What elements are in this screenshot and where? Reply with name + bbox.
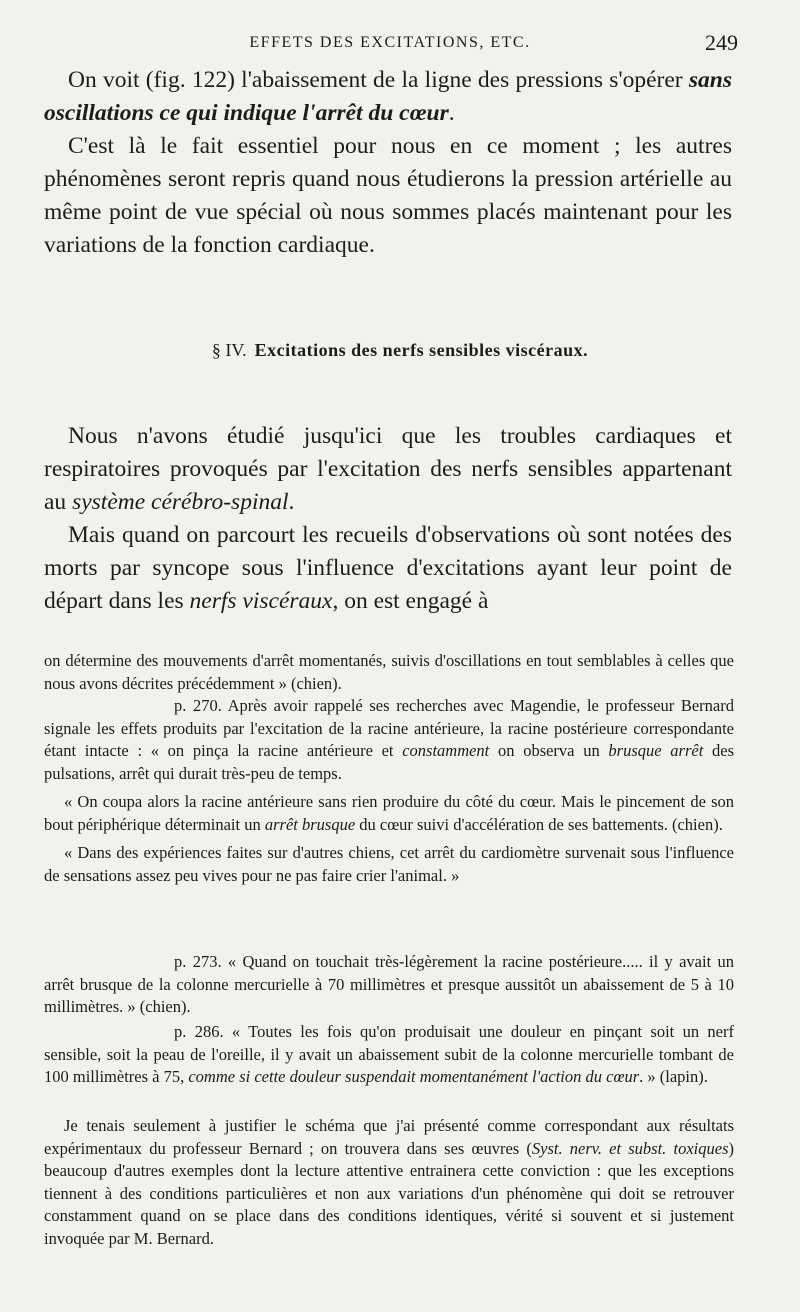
footnote-quote-1: [44, 791, 734, 836]
paragraph-1: [44, 64, 732, 130]
paragraph-4-end: , on est engagé à: [332, 588, 489, 614]
paragraph-3-emphasis: système cérébro-spinal: [72, 489, 289, 515]
paragraph-1-text: On voit (fig. 122) l'abaissement de la ligne des pressions s'opérer: [68, 67, 689, 93]
paragraph-3-end: .: [288, 489, 295, 515]
footnote-p286: [44, 1021, 734, 1089]
running-head: EFFETS DES EXCITATIONS, ETC.: [249, 34, 531, 51]
footnotes-block-4: [44, 1115, 734, 1250]
footnote-p270-text: p. 270. Après avoir rappelé ses recherches avec Magendie, le professeur Bernard signale les effets produits par l'excitation de la racine antérieure, la racine postérieure correspondante étant intacte : « on pinça la racine antérieure et: [44, 696, 734, 760]
section-number: § IV.: [211, 340, 247, 360]
footnote-p286-em: comme si cette douleur suspendait momentanément l'action du cœur: [188, 1067, 640, 1086]
footnote-p286-text: p. 286. « Toutes les fois qu'on produisait une douleur en pinçant soit un nerf sensible, soit la peau de l'oreille, il y avait un abaissement subit de la colonne mercurielle tombant de 100 millimètres à 75,: [44, 1022, 734, 1086]
footnote-quote-2: « Dans des expériences faites sur d'autres chiens, cet arrêt du cardiomètre survenait sous l'influence de sensations assez peu vives pour ne pas faire crier l'animal. »: [44, 843, 734, 885]
footnotes-block-3: [44, 1021, 734, 1089]
footnotes-block-2: [44, 951, 734, 1019]
paragraph-2: C'est là le fait essentiel pour nous en ce moment ; les autres phénomènes seront repris quand nous étudierons la pression artérielle au même point de vue spécial où nous sommes placés maintenant pour les variations de la fonction cardiaque.: [44, 133, 732, 258]
footnote-p270-text3: des pulsations, arrêt qui durait très-peu de temps.: [44, 741, 734, 783]
footnote-continuation: on détermine des mouvements d'arrêt momentanés, suivis d'oscillations en tout semblables à celles que nous avons décrites précédemment » (chien).: [44, 651, 734, 693]
footnote-conclusion: [44, 1115, 734, 1250]
paragraph-4-emphasis: nerfs viscéraux: [189, 588, 333, 614]
footnote-conclusion-em: Syst. nerv. et subst. toxiques: [531, 1138, 729, 1158]
main-text-top: [44, 64, 732, 262]
footnote-p286-end: . » (lapin).: [639, 1067, 708, 1086]
page-number: 249: [705, 30, 738, 55]
footnote-quote-1-em: arrêt brusque: [264, 814, 356, 834]
paragraph-4: [44, 519, 732, 618]
page-header: [40, 30, 740, 60]
footnotes-block-1: [44, 650, 734, 887]
paragraph-3-text: Nous n'avons étudié jusqu'ici que les troubles cardiaques et respiratoires provoqués par l'excitation des nerfs sensibles appartenant au: [44, 423, 732, 515]
main-text-bottom: [44, 420, 732, 618]
footnote-p270: [44, 695, 734, 785]
footnote-quote-1-text: « On coupa alors la racine antérieure sans rien produire du côté du cœur. Mais le pincement de son bout périphérique déterminait un: [44, 792, 734, 834]
footnote-conclusion-text: Je tenais seulement à justifier le schéma que j'ai présenté comme correspondant aux résultats expérimentaux du professeur Bernard ; on trouvera dans ses œuvres (: [44, 1116, 734, 1158]
footnote-conclusion-end: ) beaucoup d'autres exemples dont la lecture attentive entrainera cette conviction : que les exceptions tiennent à des conditions particulières et non aux variations d'un phénomène qui doit se retrouver constamment quand on se place dans des conditions identiques, vérité si souvent et si justement invoquée par M. Bernard.: [44, 1138, 734, 1248]
section-heading: [0, 340, 800, 361]
footnote-p270-em2: brusque arrêt: [608, 741, 704, 760]
section-title: Excitations des nerfs sensibles viscéraux.: [254, 340, 589, 360]
paragraph-1-end: .: [448, 100, 455, 126]
footnote-p270-text2: on observa un: [489, 741, 609, 760]
paragraph-1-emphasis: sans oscillations ce qui indique l'arrêt du cœur: [44, 67, 732, 126]
footnote-quote-1-end: du cœur suivi d'accélération de ses battements. (chien).: [355, 814, 723, 834]
footnote-p273: p. 273. « Quand on touchait très-légèrement la racine postérieure..... il y avait un arrêt brusque de la colonne mercurielle à 70 millimètres et presque aussitôt un abaissement de 5 à 10 millimètres. » (chien).: [44, 952, 734, 1016]
paragraph-3: [44, 420, 732, 519]
paragraph-4-text: Mais quand on parcourt les recueils d'observations où sont notées des morts par syncope sous l'influence d'excitations ayant leur point de départ dans les: [44, 522, 732, 614]
footnote-p270-em1: constamment: [402, 741, 490, 760]
